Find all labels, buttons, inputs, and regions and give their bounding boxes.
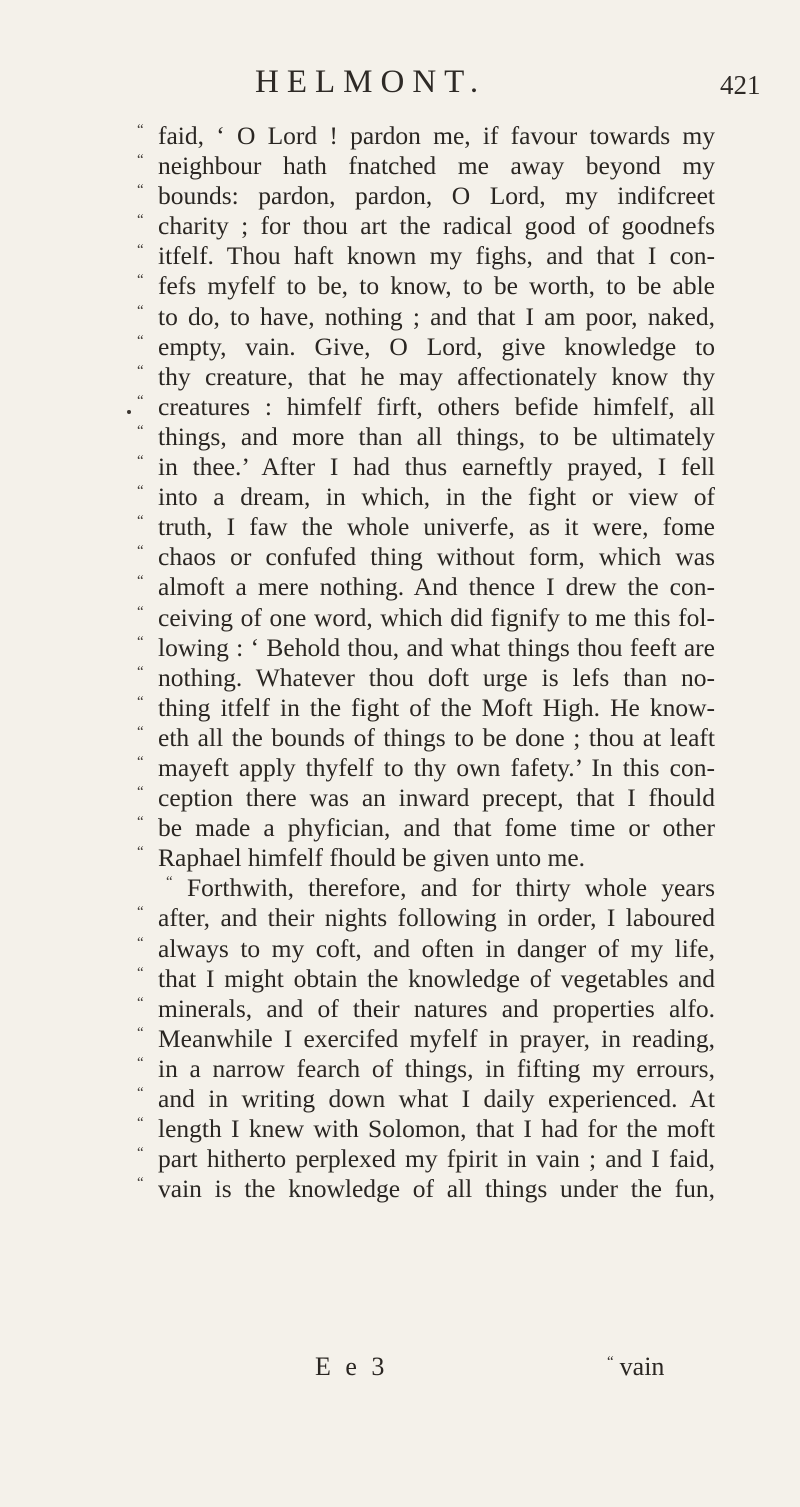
line-text: things, and more than all things, to be ultimately (158, 421, 715, 451)
quote-mark: “ (137, 573, 144, 590)
page-number: 421 (720, 70, 761, 100)
text-line (137, 151, 715, 181)
line-text: charity ; for thou art the radical good of goodnefs (158, 211, 715, 241)
quote-mark: “ (137, 663, 144, 680)
quote-mark: “ (137, 212, 144, 229)
text-line (137, 211, 715, 241)
text-line (137, 934, 715, 964)
quote-mark: “ (137, 242, 144, 259)
quote-mark: “ (137, 1024, 144, 1041)
quote-mark: “ (137, 814, 144, 831)
line-text: that I might obtain the knowledge of vegetables and (158, 963, 715, 993)
line-text: Forthwith, therefore, and for thirty whole years (187, 873, 715, 903)
quote-mark: “ (137, 723, 144, 740)
line-text: mayeft apply thyfelf to thy own fafety.’ In this con- (158, 752, 715, 782)
quote-mark: “ (137, 1175, 144, 1192)
quote-mark: “ (137, 603, 144, 620)
text-line (137, 241, 715, 271)
running-head (0, 64, 800, 104)
text-line (137, 783, 715, 813)
quote-mark: “ (137, 1054, 144, 1071)
quote-mark: “ (137, 904, 144, 921)
line-text: almoft a mere nothing. And thence I drew the con- (158, 572, 715, 602)
text-line (137, 512, 715, 542)
line-text: chaos or confufed thing without form, which was (158, 542, 715, 572)
line-text: Meanwhile I exercifed myfelf in prayer, in reading, (158, 1023, 715, 1053)
text-line (137, 362, 715, 392)
text-line (137, 813, 715, 843)
text-line (137, 392, 715, 422)
line-text: Raphael himfelf fhould be given unto me. (158, 843, 586, 873)
quote-mark: “ (137, 152, 144, 169)
line-text: truth, I faw the whole univerfe, as it were, fome (158, 512, 715, 542)
text-line (137, 1174, 715, 1204)
line-text: lowing : ‘ Behold thou, and what things thou feeft are (158, 632, 715, 662)
text-line (137, 542, 715, 572)
line-text: into a dream, in which, in the fight or view of (158, 482, 715, 512)
quote-mark: “ (137, 543, 144, 560)
text-line (137, 603, 715, 633)
quote-mark: “ (137, 302, 144, 319)
line-text: and in writing down what I daily experienced. At (158, 1084, 715, 1113)
quote-mark: “ (137, 844, 144, 861)
line-text: eth all the bounds of things to be done ; thou at leaft (158, 722, 715, 752)
line-text: part hitherto perplexed my fpirit in vain ; and I faid, (158, 1144, 715, 1174)
text-line (137, 1024, 715, 1054)
catchword-text: vain (619, 1352, 665, 1381)
quote-mark: “ (137, 122, 144, 138)
text-line (137, 332, 715, 362)
line-text: always to my coft, and often in danger of my life, (158, 933, 715, 963)
margin-mark (127, 410, 131, 414)
line-text: fefs myfelf to be, to know, to be worth, to be able (158, 271, 715, 301)
quote-mark: “ (137, 964, 144, 981)
catchword-quote-mark: “ (607, 1354, 614, 1370)
line-text: thing itfelf in the fight of the Moft High. He know- (158, 692, 715, 722)
text-line (137, 1054, 715, 1084)
text-line (137, 1084, 715, 1114)
text-line (137, 181, 715, 211)
line-text: thy creature, that he may affectionately know thy (158, 361, 715, 391)
text-line (137, 482, 715, 512)
line-text: be made a phyfician, and that fome time or other (158, 813, 715, 843)
quote-mark: “ (137, 483, 144, 500)
quote-mark: “ (137, 633, 144, 650)
quote-mark: “ (137, 272, 144, 289)
text-line (137, 572, 715, 602)
text-line (137, 723, 715, 753)
quote-mark: “ (166, 874, 173, 891)
line-text: creatures : himfelf firft, others befide himfelf, all (158, 391, 715, 421)
quote-mark: “ (137, 1145, 144, 1162)
text-line (137, 753, 715, 783)
line-text: in thee.’ After I had thus earneftly prayed, I fell (158, 452, 715, 482)
text-line (137, 121, 715, 151)
signature-mark: E e 3 (315, 1352, 389, 1381)
line-text: to do, to have, nothing ; and that I am poor, naked, (158, 301, 715, 331)
line-text: length I knew with Solomon, that I had for the moft (158, 1114, 715, 1144)
line-text: vain is the knowledge of all things under the fun, (158, 1174, 715, 1204)
line-text: in a narrow fearch of things, in fifting my errours, (158, 1053, 715, 1083)
quote-mark: “ (137, 1115, 144, 1132)
line-text: ception there was an inward precept, that I fhould (158, 783, 715, 813)
text-line (137, 1114, 715, 1144)
quote-mark: “ (137, 362, 144, 379)
text-line (137, 422, 715, 452)
text-line (137, 994, 715, 1024)
text-line (137, 633, 715, 663)
text-line (137, 903, 715, 933)
text-line (137, 843, 715, 873)
line-text: faid, ‘ O Lord ! pardon me, if favour towards my (158, 121, 715, 150)
quote-mark: “ (137, 1085, 144, 1101)
text-line (137, 693, 715, 723)
quote-mark: “ (137, 753, 144, 770)
line-text: bounds: pardon, pardon, O Lord, my indifcreet (158, 181, 715, 211)
line-text: nothing. Whatever thou doft urge is lefs than no- (158, 662, 715, 692)
text-line (137, 452, 715, 482)
quote-mark: “ (137, 784, 144, 801)
quote-mark: “ (137, 453, 144, 470)
quote-mark: “ (137, 934, 144, 951)
line-text: neighbour hath fnatched me away beyond my (158, 151, 715, 181)
quote-mark: “ (137, 392, 144, 409)
body-text (137, 121, 715, 1204)
quote-mark: “ (137, 994, 144, 1011)
quote-mark: “ (137, 422, 144, 439)
running-title: HELMONT. (255, 64, 487, 100)
text-line (137, 873, 715, 903)
line-text: ceiving of one word, which did fignify to me this fol- (158, 602, 715, 632)
quote-mark: “ (137, 693, 144, 710)
quote-mark: “ (137, 332, 144, 349)
text-line (137, 663, 715, 693)
line-text: minerals, and of their natures and properties alfo. (158, 993, 715, 1023)
page-footer (137, 1352, 715, 1386)
text-line (137, 302, 715, 332)
text-line (137, 1144, 715, 1174)
quote-mark: “ (137, 513, 144, 530)
line-text: after, and their nights following in order, I laboured (158, 903, 715, 933)
text-line (137, 964, 715, 994)
quote-mark: “ (137, 182, 144, 199)
text-line (137, 271, 715, 301)
catchword (607, 1352, 664, 1382)
line-text: empty, vain. Give, O Lord, give knowledge to (158, 331, 715, 361)
line-text: itfelf. Thou haft known my fighs, and that I con- (158, 241, 715, 271)
